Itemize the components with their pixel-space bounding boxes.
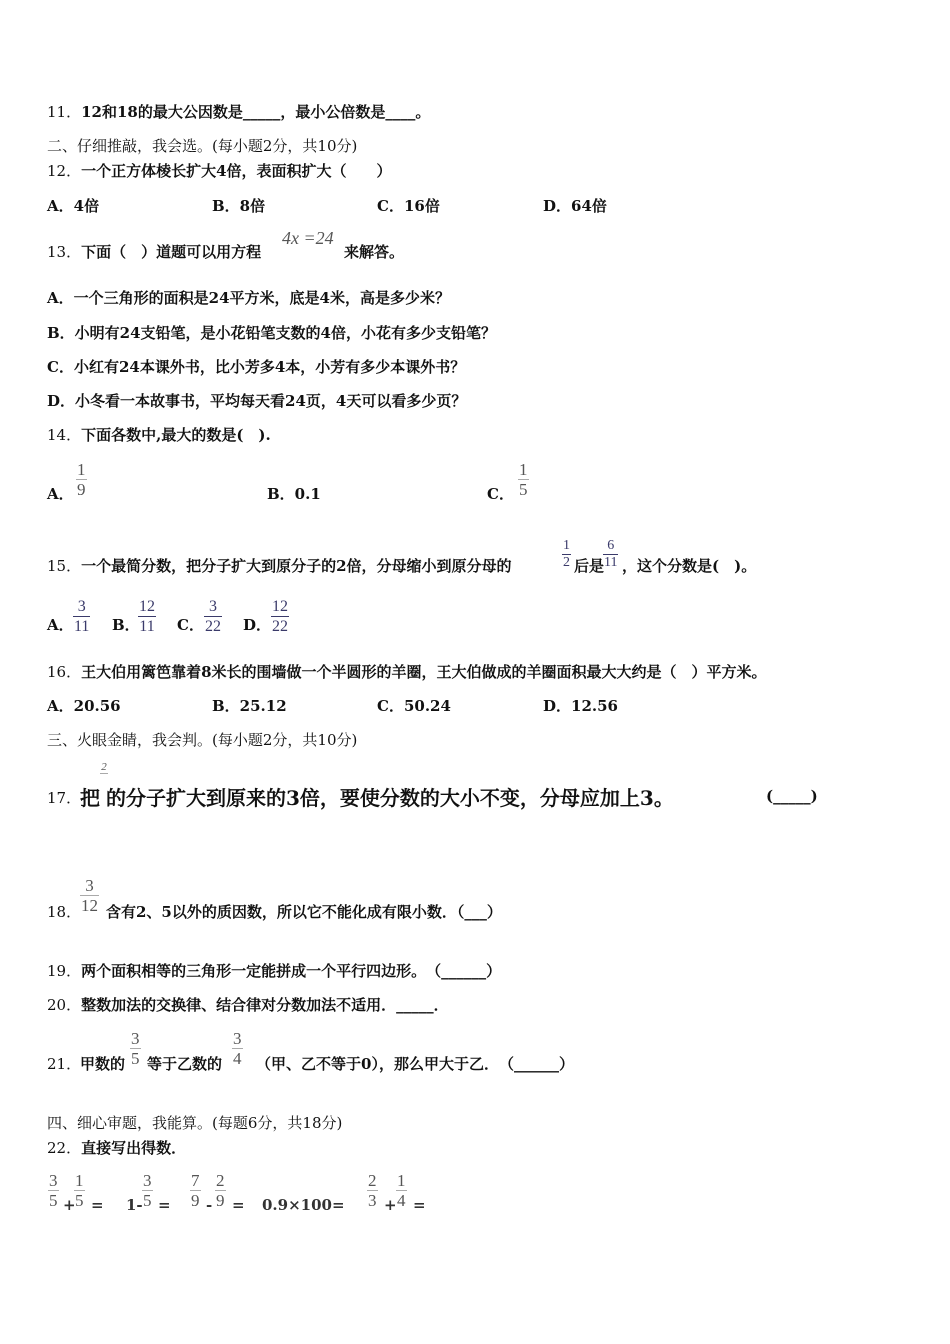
numerator: 1: [397, 1171, 406, 1190]
question-14: [47, 425, 271, 445]
question-21-number: 21．: [47, 1055, 82, 1073]
option-b[interactable]: B．25.12: [212, 697, 287, 715]
option-a-label[interactable]: A．: [47, 485, 74, 503]
question-17-number: 17．: [47, 789, 82, 807]
expr2-equals: =: [158, 1196, 171, 1214]
fraction-bar: [100, 773, 108, 774]
option-b[interactable]: B．小明有24支铅笔，是小花铅笔支数的4倍，小花有多少支铅笔？: [47, 324, 496, 342]
numerator: 1: [563, 538, 570, 553]
option-d-label[interactable]: D．: [243, 616, 272, 634]
denominator: 9: [216, 1191, 225, 1210]
question-text: 整数加法的交换律、结合律对分数加法不适用．_____．: [81, 996, 449, 1014]
expr1-fraction-a: [48, 1171, 59, 1210]
fraction-one-half: [562, 538, 571, 571]
expr2-prefix: 1-: [126, 1196, 143, 1214]
numerator: 3: [85, 876, 94, 895]
section-4-title: 四、细心审题，我能算。(每题6分，共18分): [47, 1114, 343, 1132]
option-a-fraction: [73, 597, 90, 636]
option-a[interactable]: A．一个三角形的面积是24平方米，底是4米，高是多少米？: [47, 289, 450, 307]
question-18-number: 18．: [47, 903, 82, 921]
tiny-fraction: [100, 762, 108, 774]
expr5-equals: =: [413, 1196, 426, 1214]
fraction-three-fourths: [232, 1029, 243, 1068]
question-text-after: ，这个分数是( )。: [622, 557, 757, 575]
denominator: 11: [604, 555, 618, 570]
expr5-operator: +: [384, 1196, 397, 1214]
option-a[interactable]: A．4倍: [47, 197, 100, 215]
expr3-equals: =: [232, 1196, 245, 1214]
question-number: 22．: [47, 1139, 82, 1157]
numerator: 3: [77, 598, 86, 615]
option-b-label[interactable]: B．: [112, 616, 140, 634]
denominator: 5: [49, 1191, 58, 1210]
numerator: 2: [216, 1171, 225, 1190]
fraction-six-elevenths: [603, 538, 618, 571]
question-17-prefix: 把: [80, 786, 100, 810]
expr1-equals: =: [91, 1196, 104, 1214]
question-21-text3: （甲、乙不等于0），那么甲大于乙． （______）: [256, 1055, 574, 1073]
expr1-operator: +: [63, 1196, 76, 1214]
expr1-fraction-b: [74, 1171, 85, 1210]
numerator: 1: [75, 1171, 84, 1190]
question-text: 王大伯用篱笆靠着8米长的围墙做一个半圆形的羊圈，王大伯做成的羊圈面积最大大约是（ ）平方米。: [81, 663, 767, 681]
question-number: 13．: [47, 243, 82, 261]
question-19: [47, 961, 501, 981]
question-16: [47, 662, 767, 682]
denominator: 12: [81, 896, 98, 915]
question-text: 直接写出得数．: [81, 1139, 187, 1157]
question-text-after: 来解答。: [344, 243, 405, 261]
question-number: 12．: [47, 162, 82, 180]
numerator: 12: [139, 598, 155, 615]
denominator: 9: [191, 1191, 200, 1210]
question-number: 20．: [47, 996, 82, 1014]
denominator: 4: [233, 1049, 242, 1068]
option-c[interactable]: C．小红有24本课外书，比小芳多4本，小芳有多少本课外书？: [47, 358, 466, 376]
option-c[interactable]: C．16倍: [377, 197, 440, 215]
option-c-label[interactable]: C．: [177, 616, 204, 634]
question-13: [47, 242, 261, 262]
question-number: 15．: [47, 557, 82, 575]
numerator: 1: [519, 460, 528, 479]
denominator: 22: [272, 618, 288, 635]
numerator: 3: [209, 598, 217, 615]
numerator: 6: [607, 538, 615, 553]
section-2-title: 二、仔细推敲，我会选。(每小题2分，共10分): [47, 137, 358, 155]
expr3-fraction-a: [190, 1171, 201, 1210]
expr5-fraction-a: [367, 1171, 378, 1210]
expr5-fraction-b: [396, 1171, 407, 1210]
expr2-fraction: [142, 1171, 153, 1210]
numerator: 7: [191, 1171, 200, 1190]
option-a[interactable]: A．20.56: [47, 697, 121, 715]
denominator: 5: [143, 1191, 152, 1210]
question-18-text: 含有2、5以外的质因数，所以它不能化成有限小数．（___）: [106, 903, 502, 921]
option-d[interactable]: D．小冬看一本故事书，平均每天看24页，4天可以看多少页？: [47, 392, 467, 410]
option-a-label[interactable]: A．: [47, 616, 74, 634]
numerator: 3: [131, 1029, 140, 1048]
question-20: [47, 995, 449, 1015]
option-b-fraction: [138, 597, 156, 636]
question-12: [47, 161, 392, 181]
denominator: 4: [397, 1191, 406, 1210]
question-11: [47, 102, 430, 122]
question-text: 一个正方体棱长扩大4倍，表面积扩大（ ）: [81, 162, 392, 180]
question-15: [47, 556, 512, 576]
expr3-operator: -: [206, 1196, 213, 1214]
question-text: 两个面积相等的三角形一定能拼成一个平行四边形。 （______）: [81, 962, 502, 980]
denominator: 11: [74, 618, 90, 635]
numerator: 2: [368, 1171, 377, 1190]
section-3-title: 三、火眼金睛，我会判。(每小题2分，共10分): [47, 731, 358, 749]
expr3-fraction-b: [215, 1171, 226, 1210]
question-text-mid: 后是: [574, 557, 605, 575]
denominator: 22: [205, 618, 221, 635]
option-c-label[interactable]: C．: [487, 485, 514, 503]
option-d[interactable]: D．64倍: [543, 197, 607, 215]
numerator: 3: [233, 1029, 242, 1048]
question-number: 11．: [47, 103, 82, 121]
denominator: 2: [563, 555, 570, 570]
question-21-text2: 等于乙数的: [147, 1055, 223, 1073]
option-b[interactable]: B．0.1: [267, 485, 321, 503]
numerator: 3: [49, 1171, 58, 1190]
option-c-fraction: [518, 460, 529, 499]
option-d-fraction: [271, 597, 289, 636]
option-d[interactable]: D．12.56: [543, 697, 618, 715]
equation: 4x =24: [282, 228, 334, 248]
question-21-text1: 甲数的: [80, 1055, 126, 1073]
denominator: 11: [139, 618, 155, 635]
denominator: 5: [519, 480, 528, 499]
question-text: 下面各数中,最大的数是( ).: [81, 426, 271, 444]
question-number: 19．: [47, 962, 82, 980]
denominator: 5: [131, 1049, 140, 1068]
question-text: 一个最简分数，把分子扩大到原分子的2倍，分母缩小到原分母的: [81, 557, 512, 575]
question-text: 下面（ ）道题可以用方程: [81, 243, 262, 261]
option-a-fraction: [76, 460, 87, 499]
numerator: 1: [77, 460, 86, 479]
option-b[interactable]: B．8倍: [212, 197, 266, 215]
numerator: 3: [143, 1171, 152, 1190]
option-c[interactable]: C．50.24: [377, 697, 451, 715]
question-number: 14．: [47, 426, 82, 444]
question-text: 12和18的最大公因数是_____，最小公倍数是____。: [81, 103, 431, 121]
fraction-three-fifths: [130, 1029, 141, 1068]
expr4: 0.9×100=: [262, 1196, 345, 1214]
numerator: 2: [101, 761, 107, 773]
denominator: 5: [75, 1191, 84, 1210]
question-17-text: 的分子扩大到原来的3倍，要使分数的大小不变，分母应加上3。: [106, 786, 674, 810]
question-number: 16．: [47, 663, 82, 681]
option-c-fraction: [204, 597, 222, 636]
fraction-three-twelfths: [80, 876, 99, 915]
denominator: 3: [368, 1191, 377, 1210]
numerator: 12: [272, 598, 288, 615]
question-22: [47, 1138, 186, 1158]
answer-blank[interactable]: (_____): [766, 787, 818, 805]
denominator: 9: [77, 480, 86, 499]
